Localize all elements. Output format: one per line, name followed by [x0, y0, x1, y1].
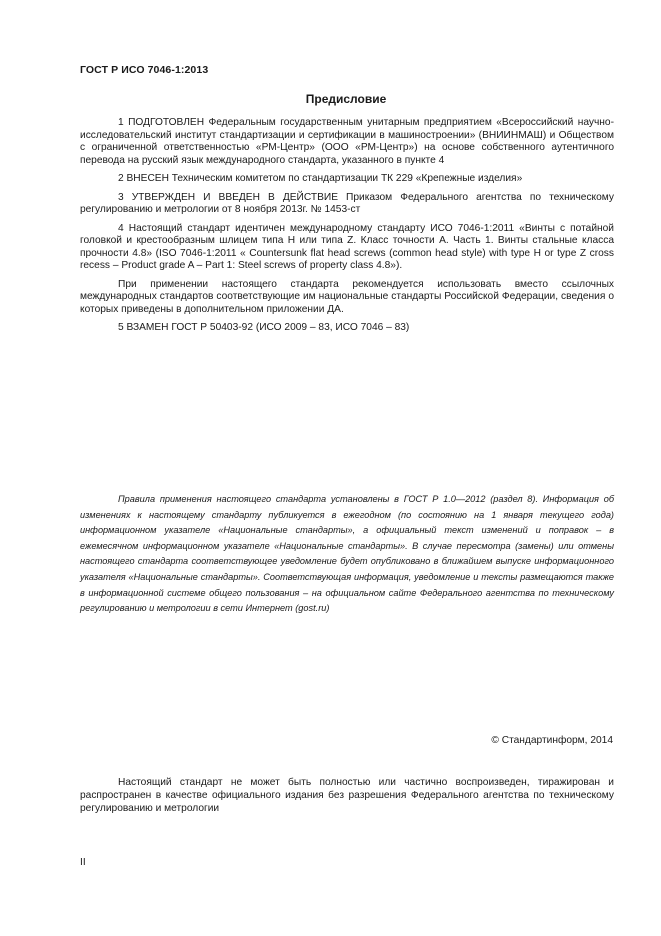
application-rules-notice — [80, 492, 614, 617]
document-code: ГОСТ Р ИСО 7046-1:2013 — [80, 64, 209, 76]
paragraph-replaces: 5 ВЗАМЕН ГОСТ Р 50403-92 (ИСО 2009 – 83, ИСО 7046 – 83) — [118, 322, 410, 333]
rights-text: Настоящий стандарт не может быть полностью или частично воспроизведен, тиражирован и распространен в качестве официального издания без разрешения Федерального агентства по техническому регулированию и метрологии — [80, 777, 614, 814]
preface-body — [80, 117, 614, 341]
paragraph-prepared-by: 1 ПОДГОТОВЛЕН Федеральным государственным унитарным предприятием «Всероссийский научно-исследовательский институт стандартизации и сертификации в машиностроении» (ВНИИНМАШ) и Обществом с ограниченной ответственностью «РМ-Центр» (ООО «РМ-Центр») на основе собственного аутентичного перевода на русский язык международного стандарта, указанного в пункте 4 — [80, 117, 614, 166]
paragraph-references-note: При применении настоящего стандарта рекомендуется использовать вместо ссылочных международных стандартов соответствующие им национальные стандарты Российской Федерации, сведения о которых приведены в дополнительном приложении ДА. — [80, 278, 614, 315]
reproduction-rights — [80, 776, 614, 815]
paragraph-identical-standard: 4 Настоящий стандарт идентичен международному стандарту ИСО 7046-1:2011 «Винты с потайной головкой и крестообразным шлицем типа H или типа Z. Класс точности A. Часть 1. Винты стальные класса прочности 4.8» (ISO 7046-1:2011 « Countersunk flat head screws (common head style) with type H or type Z cross recess – Product grade A – Part 1: Steel screws of property class 4.8»). — [80, 222, 614, 271]
paragraph-submitted-by: 2 ВНЕСЕН Техническим комитетом по стандартизации ТК 229 «Крепежные изделия» — [118, 173, 523, 184]
copyright-line: © Стандартинформ, 2014 — [491, 735, 613, 746]
page-number: II — [80, 857, 86, 868]
notice-text: Правила применения настоящего стандарта установлены в ГОСТ Р 1.0—2012 (раздел 8). Информация об изменениях к настоящему стандарту публикуется в ежегодном (по состоянию на 1 января текущего года) информационном указателе «Национальные стандарты», а официальный текст изменений и поправок – в ежемесячном информационном указателе «Национальные стандарты». В случае пересмотра (замены) или отмены настоящего стандарта соответствующее уведомление будет опубликовано в ближайшем выпуске информационного указателя «Национальные стандарты». Соответствующая информация, уведомление и тексты размещаются также в информационной системе общего пользования – на официальном сайте Федерального агентства по техническому регулированию и метрологии в сети Интернет (gost.ru) — [80, 494, 614, 614]
paragraph-approved: 3 УТВЕРЖДЕН И ВВЕДЕН В ДЕЙСТВИЕ Приказом Федерального агентства по техническому регулированию и метрологии от 8 ноября 2013г. № 1453-ст — [80, 191, 614, 215]
section-title: Предисловие — [305, 92, 387, 106]
